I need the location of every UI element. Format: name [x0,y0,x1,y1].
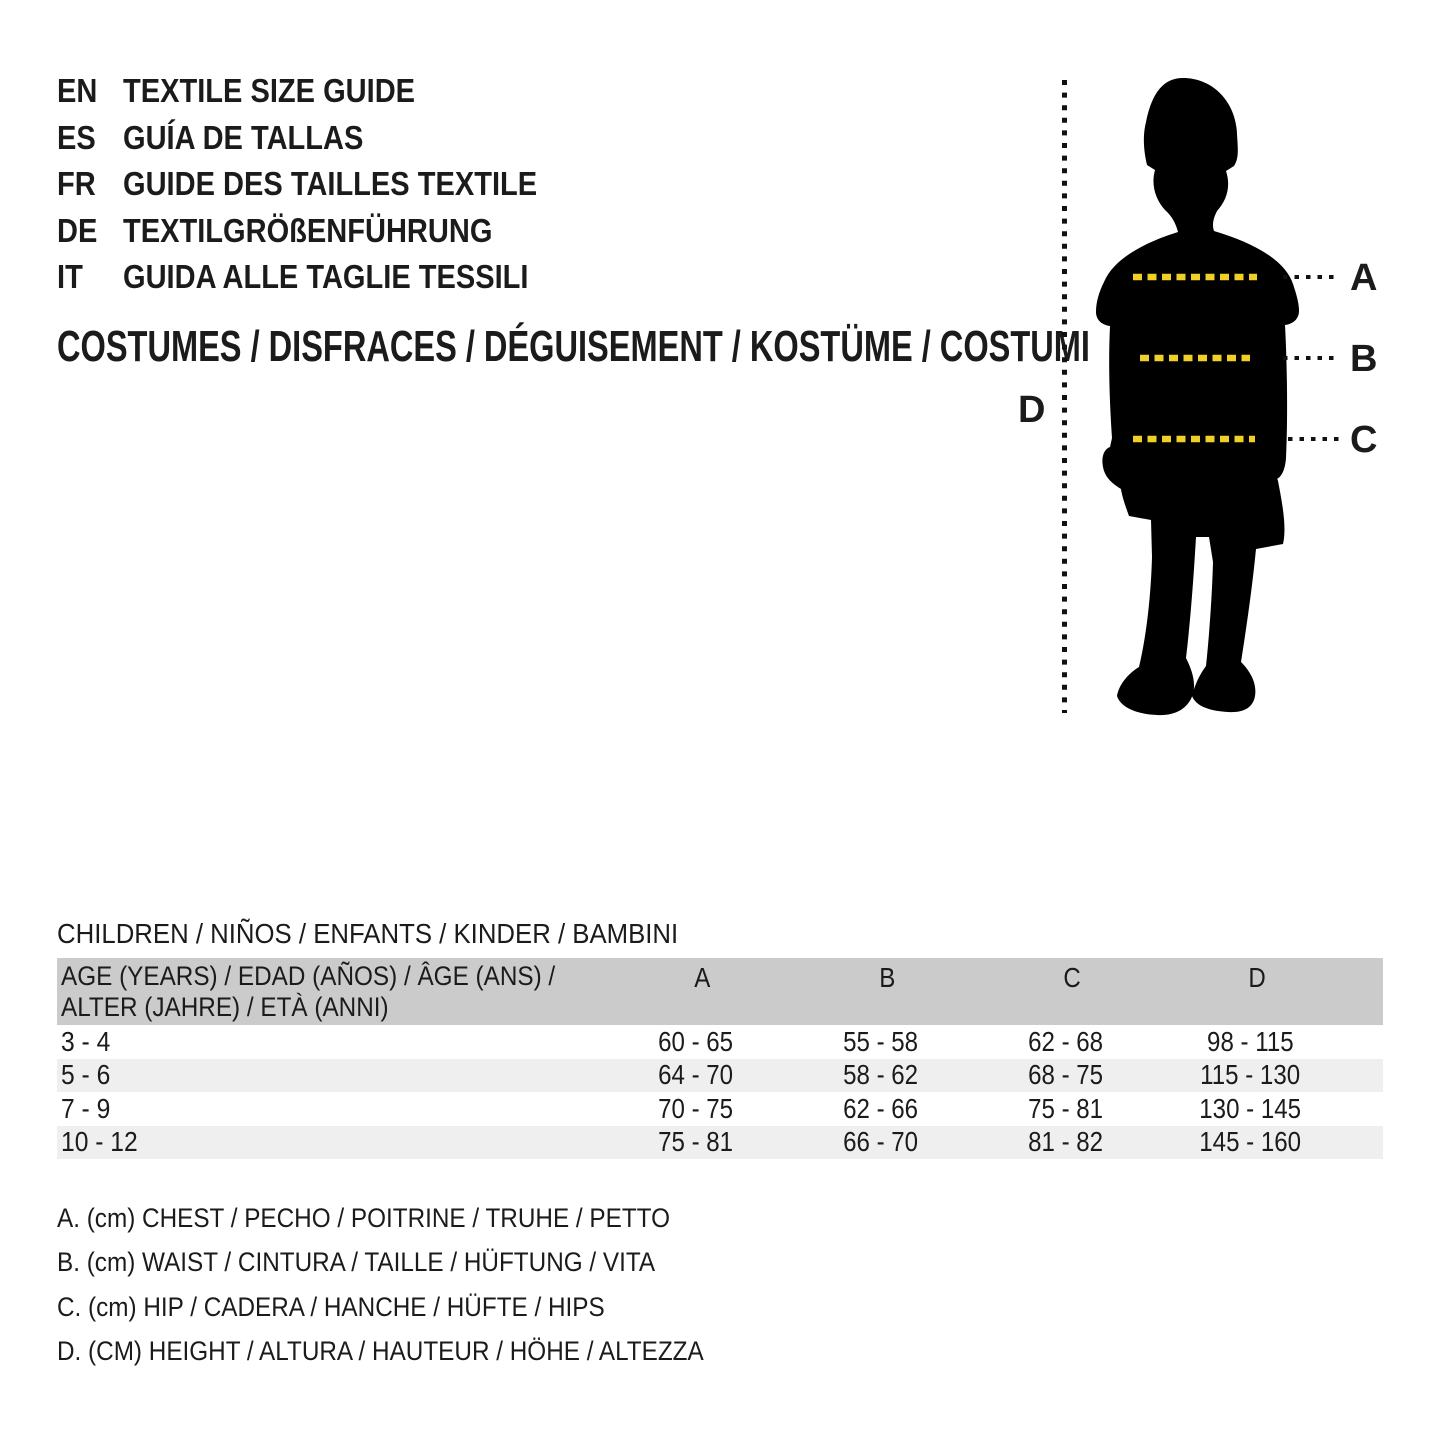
lang-code-es: ES [57,118,96,156]
age-cell: 10 - 12 [61,1126,138,1158]
table-row [57,1059,1383,1093]
lang-row-fr [57,161,594,208]
waist-cell: 58 - 62 [843,1059,918,1091]
table-header-age [57,958,610,1023]
lang-code-en: EN [57,72,98,110]
lang-code-de: DE [57,211,98,249]
waist-cell: 55 - 58 [843,1025,918,1057]
figure-label-c: C [1350,419,1378,461]
legend-hip: C. (cm) HIP / CADERA / HANCHE / HÜFTE / HIPS [57,1291,605,1322]
lang-label-it: GUIDA ALLE TAGLIE TESSILI [123,258,529,296]
figure-label-a: A [1350,257,1378,299]
size-table [57,958,1383,1159]
lang-row-en [57,68,594,115]
lang-code-fr: FR [57,165,96,203]
legend-waist: B. (cm) WAIST / CINTURA / TAILLE / HÜFTUNG / VITA [57,1247,656,1278]
legend-chest: A. (cm) CHEST / PECHO / POITRINE / TRUHE / PETTO [57,1202,670,1233]
chest-cell: 75 - 81 [658,1126,733,1158]
height-cell: 115 - 130 [1200,1059,1301,1091]
chest-cell: 64 - 70 [658,1059,733,1091]
height-cell: 98 - 115 [1207,1025,1294,1057]
table-row [57,1126,1383,1160]
figure-label-d: D [1018,389,1046,431]
age-cell: 7 - 9 [61,1092,111,1124]
hip-cell: 62 - 68 [1028,1025,1103,1057]
lang-row-it [57,254,594,301]
lang-label-de: TEXTILGRÖßENFÜHRUNG [123,211,493,249]
children-section-title: CHILDREN / NIÑOS / ENFANTS / KINDER / BAMBINI [57,918,679,949]
child-silhouette-diagram [1000,50,1445,750]
height-cell: 130 - 145 [1199,1092,1302,1124]
table-header-col-b: B [879,962,896,993]
lang-label-es: GUÍA DE TALLAS [123,118,364,156]
lang-label-fr: GUIDE DES TAILLES TEXTILE [123,165,538,203]
hip-cell: 75 - 81 [1028,1092,1103,1124]
lang-label-en: TEXTILE SIZE GUIDE [123,72,416,110]
height-cell: 145 - 160 [1199,1126,1302,1158]
lang-row-es [57,115,594,162]
hip-cell: 81 - 82 [1028,1126,1103,1158]
category-title: COSTUMES / DISFRACES / DÉGUISEMENT / KOSTÜME / COSTUMI [57,322,1090,371]
waist-cell: 66 - 70 [843,1126,918,1158]
age-cell: 3 - 4 [61,1025,111,1057]
size-figure [1000,50,1445,750]
chest-cell: 70 - 75 [658,1092,733,1124]
table-header-col-a: A [694,962,711,993]
lang-row-de [57,208,594,255]
figure-label-b: B [1350,338,1378,380]
legend-height: D. (CM) HEIGHT / ALTURA / HAUTEUR / HÖHE / ALTEZZA [57,1336,704,1367]
lang-code-it: IT [57,258,83,296]
language-title-block [57,68,594,301]
table-header-row [57,958,1383,1025]
table-header-col-d: D [1248,962,1267,993]
table-row [57,1025,1383,1059]
age-cell: 5 - 6 [61,1059,111,1091]
table-header-col-c: C [1063,962,1082,993]
waist-cell: 62 - 66 [843,1092,918,1124]
table-row [57,1092,1383,1126]
age-header-line1: AGE (YEARS) / EDAD (AÑOS) / ÂGE (ANS) / [61,961,556,991]
chest-cell: 60 - 65 [658,1025,733,1057]
hip-cell: 68 - 75 [1028,1059,1103,1091]
measurement-legend [57,1196,776,1374]
child-silhouette [1096,78,1299,715]
age-header-line2: ALTER (JAHRE) / ETÀ (ANNI) [61,992,389,1022]
